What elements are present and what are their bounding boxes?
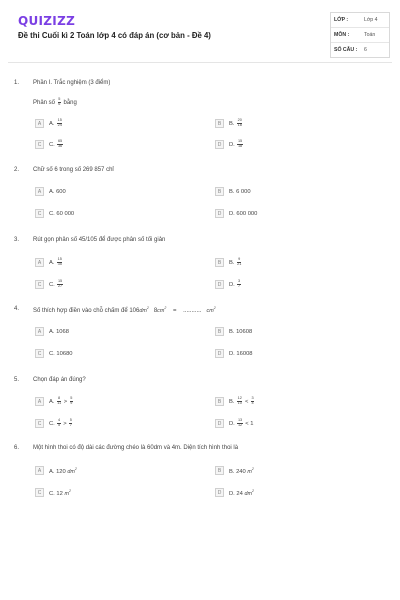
option-letter-box[interactable]: D [215,349,224,358]
option-prefix: A. [49,399,55,406]
option-letter-box[interactable]: B [215,466,224,475]
option-letter-box[interactable]: A [35,397,44,406]
option-prefix: C. [49,421,55,428]
denominator: 10 [237,401,242,405]
numerator: 3 [251,396,254,401]
question-number: 2. [14,167,20,173]
option-d[interactable] [215,348,253,359]
blank-dots: ........... [183,308,202,314]
option-text [229,419,254,428]
meta-row-class [331,13,389,28]
comparison-sign: > [63,399,68,406]
question-text [33,306,216,314]
question-number: 1. [14,80,20,86]
option-text [229,140,244,149]
option-text [229,489,254,497]
denominator: 35 [57,262,62,266]
option-letter-box[interactable]: A [35,327,44,336]
option-letter-box[interactable]: D [215,488,224,497]
option-text: A. 1068 [49,328,69,335]
option-text: B. 10608 [229,328,253,335]
option-prefix: D. [229,282,235,289]
fraction [237,140,242,149]
option-prefix: A. [49,121,55,128]
option-letter-box[interactable]: B [215,187,224,196]
meta-value: 6 [364,47,367,53]
exponent: 2 [74,466,77,471]
question-number: 3. [14,237,20,243]
option-prefix: C. [49,282,55,289]
meta-value: Toán [364,32,376,38]
option-b[interactable] [215,326,252,337]
option-d[interactable] [215,279,242,290]
option-c[interactable] [35,208,74,219]
option-b[interactable] [215,257,242,268]
denominator: 5 [57,423,61,427]
unit: m [64,490,69,497]
option-text: B. 6 000 [229,188,251,195]
option-prefix: D. [229,421,235,428]
fraction [237,258,241,267]
option-letter-box[interactable]: C [35,488,44,497]
option-letter-box[interactable]: A [35,258,44,267]
option-prefix: A. [49,260,55,267]
option-text [229,397,255,406]
option-prefix: B. [229,121,235,128]
quizizz-logo: QUIZIZZ [18,14,76,28]
option-a[interactable] [35,186,66,197]
option-a[interactable] [35,326,69,337]
option-text: C. 60 000 [49,210,75,217]
fraction [237,419,242,428]
option-d[interactable] [215,487,254,498]
denominator: 27 [57,284,63,288]
option-b[interactable] [215,186,251,197]
meta-value: Lớp 4 [364,17,378,23]
question-text: Chọn đáp án đúng? [33,377,86,383]
exponent: 2 [251,466,254,471]
comparison-sign: < 1 [245,421,254,428]
text-part: Số thích hợp điền vào chỗ chấm để 106 [33,308,140,314]
option-text: A. 600 [49,188,66,195]
option-value: D. 24 [229,490,243,497]
numerator: 12 [237,396,242,401]
numerator: 5 [58,97,61,101]
question-number: 4. [14,306,20,312]
option-value: B. 240 [229,468,246,475]
numerator: 3 [237,279,241,284]
option-d[interactable] [215,208,257,219]
option-a[interactable] [35,118,63,129]
option-c[interactable] [35,418,73,429]
option-letter-box[interactable]: A [35,119,44,128]
option-text [229,280,242,289]
exponent: 2 [68,488,71,493]
denominator: 7 [237,284,241,288]
equals-sign: = [172,308,177,314]
meta-row-subject [331,28,389,43]
option-prefix: D. [229,142,235,149]
option-text [229,467,254,475]
denominator: 11 [57,401,62,405]
option-c[interactable] [35,139,64,150]
option-text [49,280,64,289]
numerator: 15 [57,279,63,284]
option-letter-box[interactable]: C [35,419,44,428]
unit: m [247,468,252,475]
question-text: Chữ số 6 trong số 269 857 chỉ [33,167,114,173]
option-text [49,258,63,267]
option-d[interactable] [215,418,254,429]
comparison-sign: > [63,421,67,428]
fraction [237,119,242,128]
option-prefix: C. [49,142,55,149]
option-c[interactable] [35,348,73,359]
fraction [57,280,62,289]
option-a[interactable] [35,396,74,407]
exponent: 2 [164,306,167,310]
option-value: A. 120 [49,468,66,475]
denominator: 24 [57,123,62,127]
question-subtext [33,98,77,107]
option-c[interactable] [35,487,71,498]
option-text [49,419,73,428]
exponent: 2 [251,488,254,493]
option-text [49,467,77,475]
fraction [57,140,62,149]
question-text: Một hình thoi có độ dài các đường chéo là 60dm và 4m. Diện tích hình thoi là [33,445,239,451]
fraction [237,280,240,289]
option-letter-box[interactable]: B [215,397,224,406]
exponent: 2 [146,306,149,310]
text-part: 8 [153,308,158,314]
option-letter-box[interactable]: A [35,466,44,475]
unit: dm [244,490,252,497]
numerator: 9 [238,257,241,262]
unit: dm [139,308,147,314]
numerator: 5 [69,418,72,423]
option-letter-box[interactable]: D [215,280,224,289]
denominator: 4 [251,401,254,405]
numerator: 8 [58,396,61,401]
meta-label: SỐ CÂU : [334,47,358,53]
denominator: 18 [237,123,242,127]
option-a[interactable] [35,465,77,476]
question-text: Rút gọn phân số 45/105 để được phân số tối giản [33,237,166,243]
meta-row-count [331,43,389,57]
option-text [49,489,71,497]
option-d[interactable] [215,139,244,150]
denominator: 9 [70,401,73,405]
option-letter-box[interactable]: D [215,140,224,149]
unit: cm [206,308,214,314]
option-text [229,258,242,267]
option-prefix: B. [229,399,235,406]
denominator: 21 [237,262,242,266]
fraction [57,419,60,428]
option-letter-box[interactable]: D [215,209,224,218]
numerator: 65 [57,139,63,144]
option-letter-box[interactable]: D [215,419,224,428]
option-text: C. 10680 [49,350,73,357]
fraction [57,258,62,267]
numerator: 15 [57,118,62,123]
fraction [57,397,61,406]
option-letter-box[interactable]: B [215,258,224,267]
numerator: 4 [57,418,61,423]
option-prefix: B. [229,260,235,267]
option-letter-box[interactable]: C [35,280,44,289]
option-text: D. 600 000 [229,210,258,217]
denominator: 6 [58,101,61,106]
meta-label: MÔN : [334,32,350,38]
fraction [251,397,254,406]
option-letter-box[interactable]: A [35,187,44,196]
option-letter-box[interactable]: B [215,327,224,336]
fraction [69,419,72,428]
option-letter-box[interactable]: C [35,209,44,218]
denominator: 12 [237,423,243,427]
fraction [237,397,242,406]
option-c[interactable] [35,279,64,290]
option-text: D. 16008 [229,350,253,357]
question-number: 5. [14,377,20,383]
option-b[interactable] [215,396,255,407]
subtext-prefix: Phân số [33,99,56,106]
option-text [49,140,64,149]
option-letter-box[interactable]: C [35,140,44,149]
option-b[interactable] [215,465,254,476]
fraction [57,119,62,128]
header-divider [8,62,392,63]
fraction [58,98,61,107]
denominator: 7 [69,423,72,427]
exponent: 2 [213,306,216,310]
option-b[interactable] [215,118,243,129]
unit: dm [67,468,75,475]
meta-box [330,12,390,58]
option-text [49,397,74,406]
meta-label: LỚP : [334,17,349,23]
option-text [229,119,243,128]
denominator: 18 [237,144,243,148]
fraction [70,397,73,406]
subtext-suffix: bằng [63,99,77,106]
question-text: Phần I. Trắc nghiệm (3 điểm) [33,80,111,86]
option-letter-box[interactable]: B [215,119,224,128]
denominator: 36 [57,144,63,148]
comparison-sign: < [244,399,249,406]
unit: cm [157,308,165,314]
question-number: 6. [14,445,20,451]
numerator: 13 [237,418,243,423]
worksheet-title: Đề thi Cuối kì 2 Toán lớp 4 có đáp án (cơ bản - Đề 4) [18,31,211,40]
numerator: 5 [70,396,73,401]
option-letter-box[interactable]: C [35,349,44,358]
numerator: 15 [237,139,243,144]
numerator: 15 [57,257,62,262]
option-text [49,119,63,128]
numerator: 20 [237,118,242,123]
option-value: C. 12 [49,490,63,497]
option-a[interactable] [35,257,63,268]
